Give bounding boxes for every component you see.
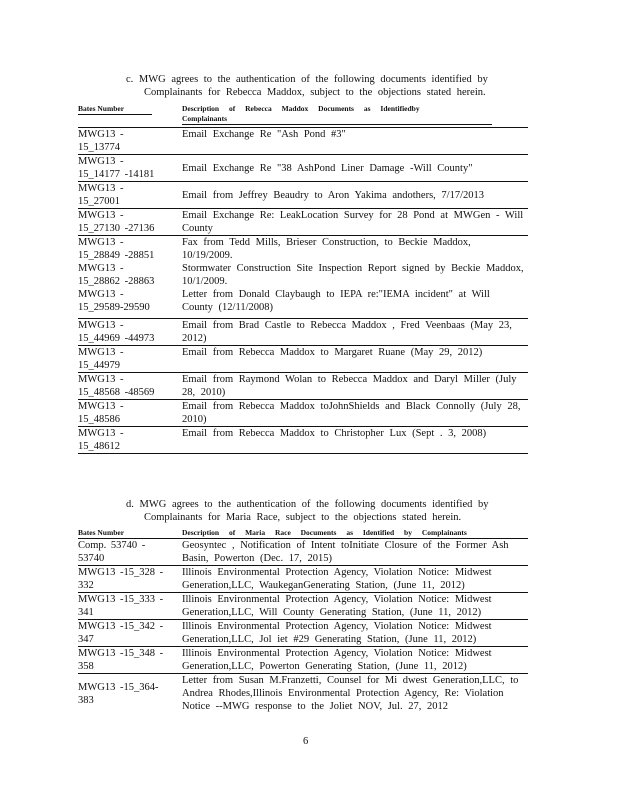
section-c-line2: Complainants for Rebecca Maddox, subject to the objections stated herein. xyxy=(144,87,486,98)
description-cell: Email Exchange Re: LeakLocation Survey for 28 Pond at MWGen - Will County xyxy=(182,210,524,234)
description-cell: Email from Raymond Wolan to Rebecca Maddox and Daryl Miller (July 28, 2010) xyxy=(182,374,517,398)
table-row xyxy=(78,539,528,566)
description-cell: Email Exchange Re "Ash Pond #3" xyxy=(182,129,346,140)
description-cell: Email from Brad Castle to Rebecca Maddox , Fred Veenbaas (May 23, 2012) xyxy=(182,320,512,344)
description-cell: Email from Jeffrey Beaudry to Aron Yakima andothers, 7/17/2013 xyxy=(182,189,485,201)
table-row xyxy=(78,427,528,454)
table-row xyxy=(78,346,528,373)
table-row xyxy=(78,209,528,236)
bates-cell: MWG13 -15_364- 383 xyxy=(78,681,159,706)
bates-cell: MWG13 -15_333 - 341 xyxy=(78,594,164,618)
description-cell: Letter from Donald Claybaugh to IEPA re:"IEMA incident" at Will County (12/11/2008) xyxy=(182,289,490,313)
table-row xyxy=(78,674,528,713)
section-d-table-header xyxy=(78,526,528,538)
bates-cell: MWG13 - 15_13774 xyxy=(78,129,124,153)
table-row xyxy=(78,593,528,620)
bates-cell: MWG13 -15_342 - 347 xyxy=(78,621,164,645)
bates-cell: Comp. 53740 - 53740 xyxy=(78,540,146,564)
description-cell: Illinois Environmental Protection Agency, Violation Notice: Midwest Generation,LLC, Jol iet #29 Generating Station, (June 11, 2012) xyxy=(182,621,492,645)
description-cell: Email from Rebecca Maddox to Christopher Lux (Sept . 3, 2008) xyxy=(182,428,487,439)
table-row xyxy=(78,566,528,593)
bates-cell: MWG13 - 15_48612 xyxy=(78,428,124,452)
table-row xyxy=(78,319,528,346)
description-cell: Email Exchange Re "38 AshPond Liner Damage -Will County" xyxy=(182,162,473,174)
description-cell: Stormwater Construction Site Inspection Report signed by Beckie Maddox, 10/1/2009. xyxy=(182,263,524,287)
bates-cell: MWG13 - 15_48586 xyxy=(78,401,124,425)
table-row xyxy=(78,647,528,674)
description-cell: Email from Rebecca Maddox toJohnShields and Black Connolly (July 28, 2010) xyxy=(182,401,521,425)
bates-cell: MWG13 - 15_44979 xyxy=(78,347,124,371)
description-cell: Email from Rebecca Maddox to Margaret Ruane (May 29, 2012) xyxy=(182,347,483,358)
page-number: 6 xyxy=(303,736,309,747)
bates-cell: MWG13 - 15_28849 -28851 xyxy=(78,237,155,261)
bates-cell: MWG13 - 15_29589-29590 xyxy=(78,289,150,313)
section-c-line1: c. MWG agrees to the authentication of the following documents identified by xyxy=(126,74,488,85)
header-description: Description of Maria Race Documents as Identified by Complainants xyxy=(182,528,467,537)
bates-cell: MWG13 -15_348 - 358 xyxy=(78,648,164,672)
table-row xyxy=(78,288,528,319)
bates-cell: MWG13 - 15_44969 -44973 xyxy=(78,320,155,344)
table-row xyxy=(78,155,528,182)
header-description-line1: Description of Rebecca Maddox Documents as Identifiedby xyxy=(182,104,420,113)
bates-cell: MWG13 - 15_48568 -48569 xyxy=(78,374,155,398)
section-d-intro xyxy=(78,498,518,524)
header-description-line2: Complainants xyxy=(182,114,492,125)
section-d-line2: Complainants for Maria Race, subject to the objections stated herein. xyxy=(144,512,462,523)
description-cell: Geosyntec , Notification of Intent toInitiate Closure of the Former Ash Basin, Powerton (Dec. 17, 2015) xyxy=(182,540,509,564)
bates-cell: MWG13 - 15_28862 -28863 xyxy=(78,263,155,287)
bates-cell: MWG13 -15_328 - 332 xyxy=(78,567,164,591)
description-cell: Illinois Environmental Protection Agency, Violation Notice: Midwest Generation,LLC, Powerton Generating Station, (June 11, 2012) xyxy=(182,648,492,672)
bates-cell: MWG13 - 15_27001 xyxy=(78,183,124,207)
section-c-intro xyxy=(78,73,518,99)
table-row xyxy=(78,262,528,288)
header-description xyxy=(182,104,482,125)
description-cell: Fax from Tedd Mills, Brieser Construction, to Beckie Maddox, 10/19/2009. xyxy=(182,237,471,261)
section-c-table xyxy=(78,127,528,454)
description-cell: Letter from Susan M.Franzetti, Counsel for Mi dwest Generation,LLC, to Andrea Rhodes,Illinois Environmental Protection Agency, Re: Violation Notice --MWG response to the Joliet NOV, Jul. 27, 2012 xyxy=(182,675,519,712)
bates-cell: MWG13 - 15_14177 -14181 xyxy=(78,156,155,180)
table-row xyxy=(78,620,528,647)
table-row xyxy=(78,128,528,155)
table-row xyxy=(78,373,528,400)
section-d-line1: d. MWG agrees to the authentication of the following documents identified by xyxy=(126,499,489,510)
table-row xyxy=(78,182,528,209)
section-c-table-header xyxy=(78,102,528,124)
header-bates-number: Bates Number xyxy=(78,528,125,537)
bates-cell: MWG13 - 15_27130 -27136 xyxy=(78,210,155,234)
description-cell: Illinois Environmental Protection Agency, Violation Notice: Midwest Generation,LLC, Will County Generating Station, (June 11, 2012) xyxy=(182,594,492,618)
header-bates-number: Bates Number xyxy=(78,104,152,115)
section-d-table xyxy=(78,538,528,713)
table-row xyxy=(78,400,528,427)
table-row xyxy=(78,236,528,262)
description-cell: Illinois Environmental Protection Agency, Violation Notice: Midwest Generation,LLC, WaukeganGenerating Station, (June 11, 2012) xyxy=(182,567,492,591)
